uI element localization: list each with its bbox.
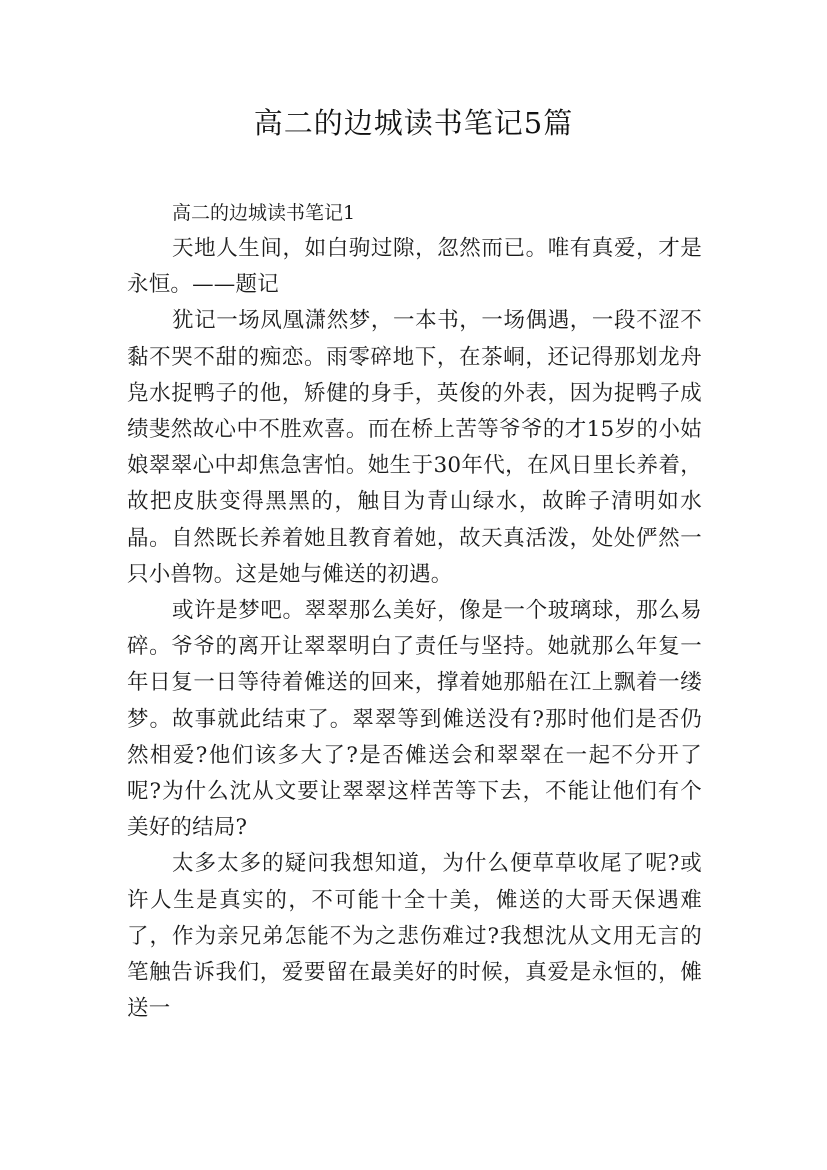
paragraph: 太多太多的疑问我想知道，为什么便草草收尾了呢?或许人生是真实的，不可能十全十美，傩送的大哥天保遇难了，作为亲兄弟怎能不为之悲伤难过?我想沈从文用无言的笔触告诉我们，爱要留在最美好的时候，真爱是永恒的，傩送一 <box>127 851 702 1022</box>
paragraph: 或许是梦吧。翠翠那么美好，像是一个玻璃球，那么易碎。爷爷的离开让翠翠明白了责任与坚持。她就那么年复一年日复一日等待着傩送的回来，撑着她那船在江上飘着一缕梦。故事就此结束了。翠翠等到傩送没有?那时他们是否仍然相爱?他们该多大了?是否傩送会和翠翠在一起不分开了呢?为什么沈从文要让翠翠这样苦等下去，不能让他们有个美好的结局? <box>127 598 702 841</box>
paragraph: 犹记一场凤凰潇然梦，一本书，一场偶遇，一段不涩不黏不哭不甜的痴恋。雨零碎地下，在茶峒，还记得那划龙舟凫水捉鸭子的他，矫健的身手，英俊的外表，因为捉鸭子成绩斐然故心中不胜欢喜。而在桥上苦等爷爷的才15岁的小姑娘翠翠心中却焦急害怕。她生于30年代，在风日里长养着，故把皮肤变得黑黑的，触目为青山绿水，故眸子清明如水晶。自然既长养着她且教育着她，故天真活泼，处处俨然一只小兽物。这是她与傩送的初遇。 <box>127 308 702 587</box>
section-subtitle: 高二的边城读书笔记1 <box>172 202 356 224</box>
paragraph: 天地人生间，如白驹过隙，忽然而已。唯有真爱，才是永恒。——题记 <box>127 236 702 298</box>
document-title: 高二的边城读书笔记5篇 <box>253 106 574 140</box>
document-body <box>127 195 702 1027</box>
